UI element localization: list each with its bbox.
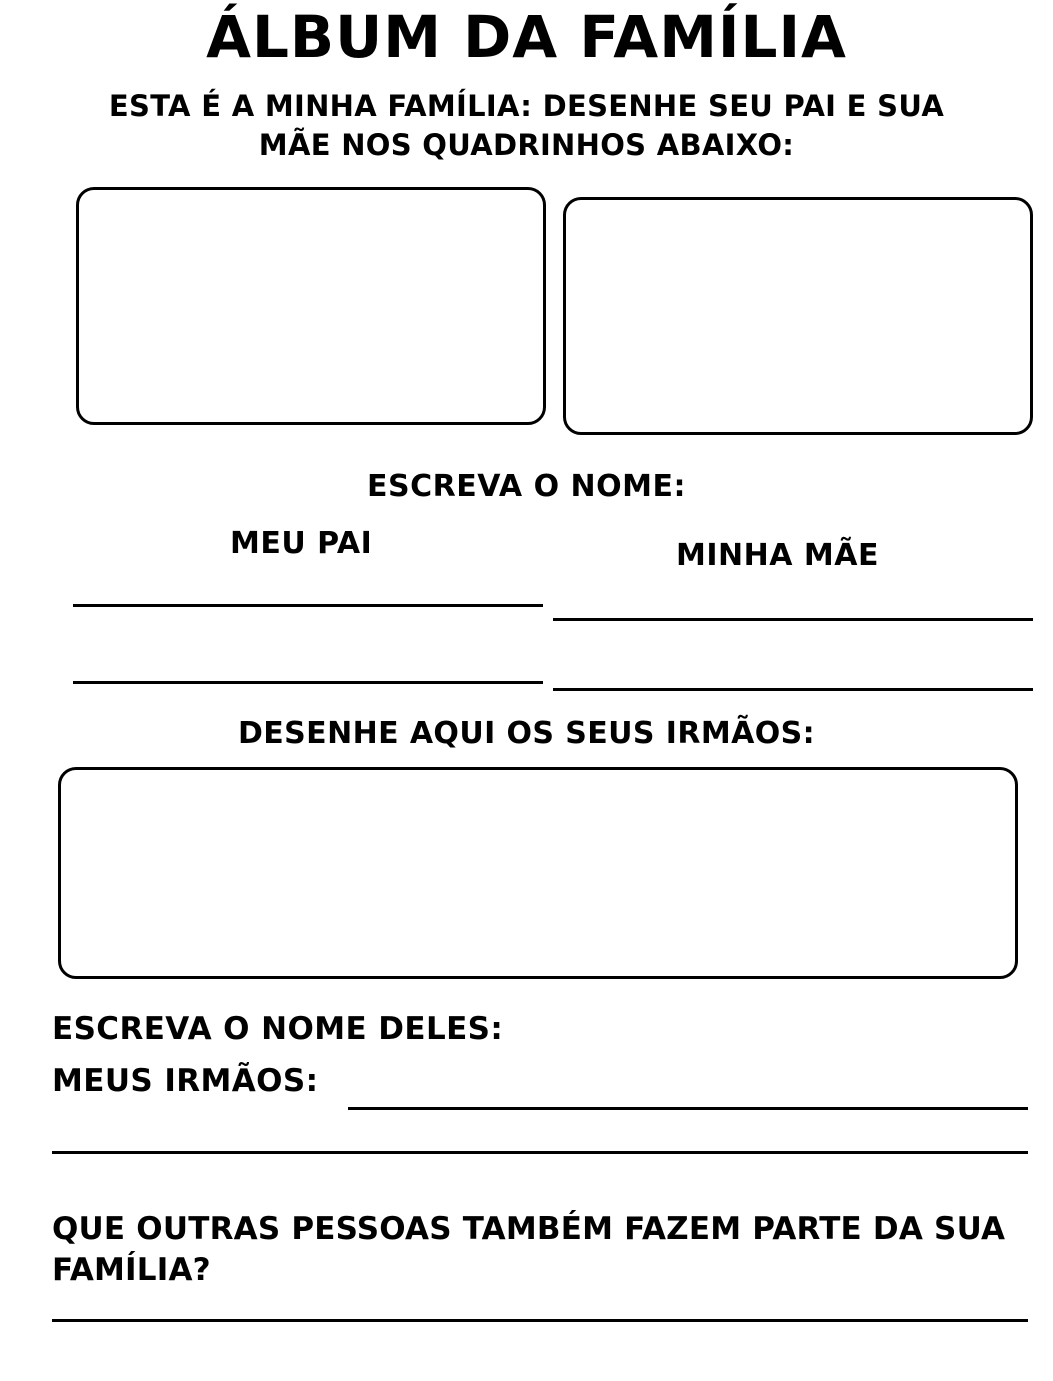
siblings-write-names-heading: ESCREVA O NOME DELES:: [52, 1011, 504, 1048]
write-name-heading: ESCREVA O NOME:: [367, 469, 686, 505]
final-question-line-1: QUE OUTRAS PESSOAS TAMBÉM FAZEM PARTE DA SUA: [52, 1211, 1006, 1248]
write-line-mother-1[interactable]: [553, 618, 1033, 621]
write-line-siblings-1[interactable]: [348, 1107, 1028, 1110]
worksheet-page: [0, 3, 1053, 1381]
drawing-box-siblings[interactable]: [58, 767, 1018, 979]
parent-labels-row: [18, 526, 1035, 574]
label-my-siblings: MEUS IRMÃOS:: [52, 1063, 319, 1100]
main-instruction-line-1: ESTA É A MINHA FAMÍLIA: DESENHE SEU PAI E SUA: [108, 89, 945, 124]
write-line-siblings-2[interactable]: [52, 1151, 1028, 1154]
siblings-name-row: [18, 1063, 1035, 1125]
drawing-box-mother[interactable]: [563, 197, 1033, 435]
main-instruction: [18, 87, 1035, 165]
parent-name-writing-lines: [18, 598, 1035, 708]
page-title: ÁLBUM DA FAMÍLIA: [206, 3, 847, 71]
write-line-father-2[interactable]: [73, 681, 543, 684]
siblings-drawing-area: [18, 767, 1035, 997]
final-answer-row: [18, 1319, 1035, 1359]
siblings-second-line-row: [18, 1151, 1035, 1199]
siblings-draw-instruction: DESENHE AQUI OS SEUS IRMÃOS:: [237, 716, 816, 752]
write-line-father-1[interactable]: [73, 604, 543, 607]
final-question: [52, 1209, 1035, 1291]
drawing-box-father[interactable]: [76, 187, 546, 425]
main-instruction-line-2: MÃE NOS QUADRINHOS ABAIXO:: [258, 128, 795, 163]
label-father: MEU PAI: [230, 526, 373, 562]
write-line-mother-2[interactable]: [553, 688, 1033, 691]
write-line-final-answer[interactable]: [52, 1319, 1028, 1322]
label-mother: MINHA MÃE: [676, 538, 879, 574]
final-question-line-2: FAMÍLIA?: [52, 1252, 211, 1289]
parent-drawing-area: [18, 187, 1035, 427]
